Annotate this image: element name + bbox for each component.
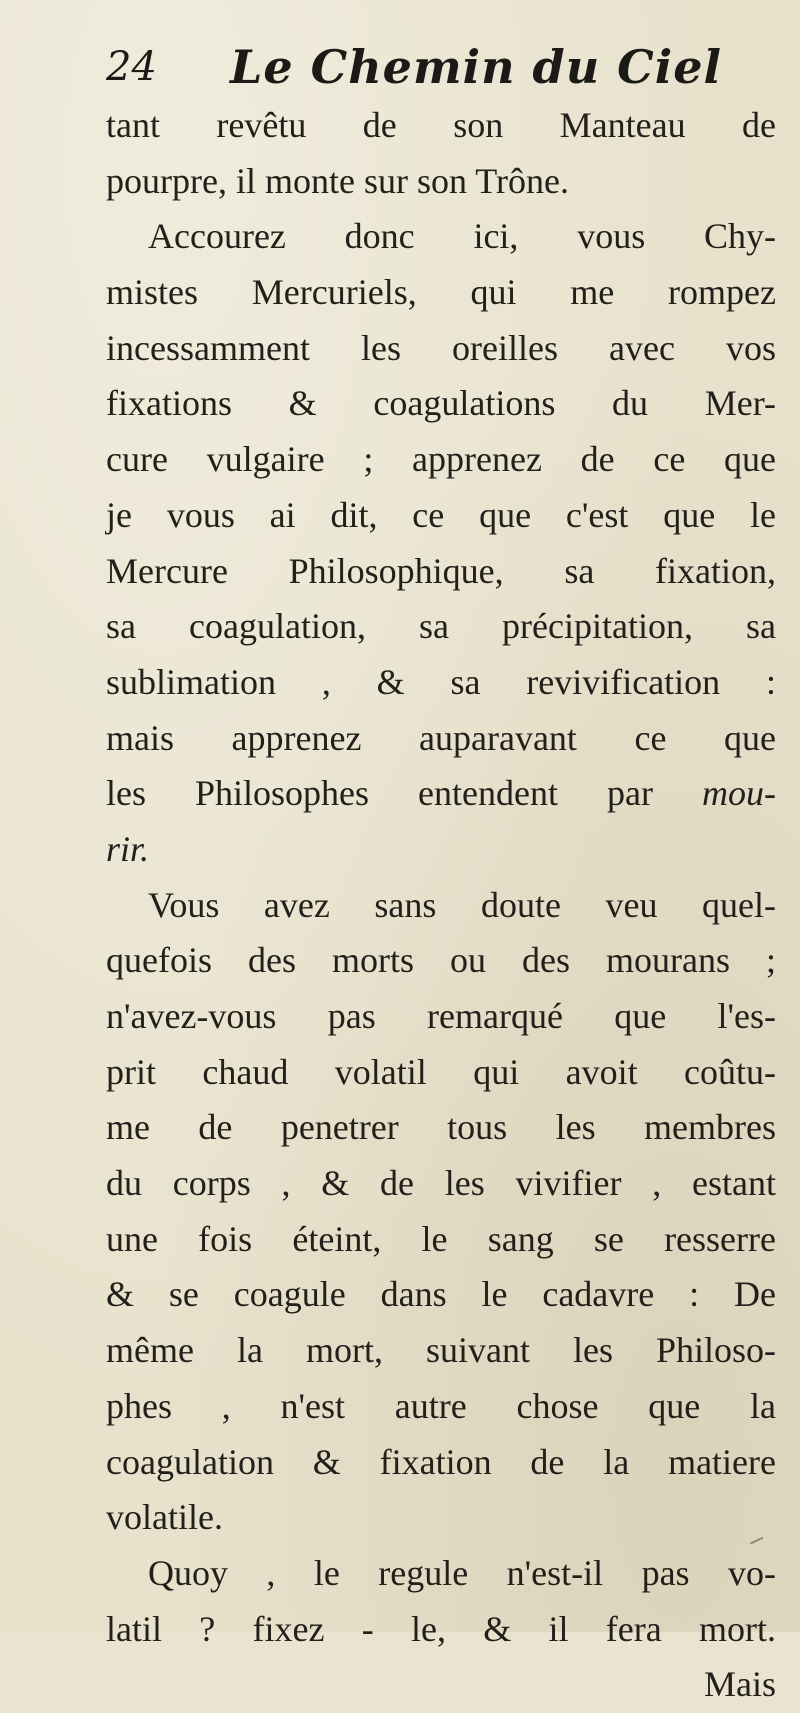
line-text: Mais xyxy=(704,1664,776,1705)
text-line xyxy=(106,265,776,321)
text-line xyxy=(106,766,776,822)
line-text: quefois des morts ou des mourans ; xyxy=(106,940,776,981)
text-line xyxy=(106,599,776,655)
text-line xyxy=(106,1490,776,1546)
text-line xyxy=(106,1602,776,1658)
text-line xyxy=(106,1267,776,1323)
text-line xyxy=(106,544,776,600)
line-text: n'avez-vous pas remarqué que l'es- xyxy=(106,996,776,1036)
line-text: Quoy , le regule n'est-il pas vo- xyxy=(148,1552,776,1593)
text-line xyxy=(106,1100,776,1156)
line-text: je vous ai dit, ce que c'est que le xyxy=(106,494,776,535)
text-line xyxy=(106,376,776,432)
running-title: Le Chemin du Ciel xyxy=(230,40,723,94)
line-text: pourpre, il monte sur son Trône. xyxy=(106,160,569,201)
text-line xyxy=(106,1379,776,1435)
line-text: Accourez donc ici, vous Chy- xyxy=(148,216,776,257)
line-text: tant revêtu de son Manteau de xyxy=(106,105,776,145)
line-text: latil ? fixez - le, & il fera mort. xyxy=(106,1608,776,1649)
line-text: cure vulgaire ; apprenez de ce que xyxy=(106,439,776,480)
line-text: même la mort, suivant les Philoso- xyxy=(106,1330,776,1371)
text-line xyxy=(106,878,776,934)
text-line xyxy=(106,98,776,154)
italic-word: rir. xyxy=(106,828,150,869)
line-text: mistes Mercuriels, qui me rompez xyxy=(106,272,776,313)
line-text: les Philosophes entendent par xyxy=(106,773,653,814)
line-text: & se coagule dans le cadavre : De xyxy=(106,1274,776,1315)
line-text: phes , n'est autre chose que la xyxy=(106,1385,776,1426)
italic-word: mou- xyxy=(702,773,777,814)
line-text: du corps , & de les vivifier , estant xyxy=(106,1163,776,1204)
text-line xyxy=(106,154,776,210)
text-line xyxy=(106,711,776,767)
text-line xyxy=(106,209,776,265)
line-text: coagulation & fixation de la matiere xyxy=(106,1441,776,1482)
text-line xyxy=(106,933,776,989)
page-number: 24 xyxy=(106,44,157,90)
line-text: Vous avez sans doute veu quel- xyxy=(148,884,776,925)
text-line xyxy=(106,1435,776,1491)
line-text: volatile. xyxy=(106,1497,223,1538)
text-line xyxy=(106,321,776,377)
line-text: prit chaud volatil qui avoit coûtu- xyxy=(106,1051,776,1092)
text-line xyxy=(106,1156,776,1212)
text-line xyxy=(106,488,776,544)
text-line xyxy=(106,655,776,711)
line-text: me de penetrer tous les membres xyxy=(106,1107,776,1148)
text-line xyxy=(106,1546,776,1602)
text-line xyxy=(106,1045,776,1101)
text-line xyxy=(106,1212,776,1268)
text-line xyxy=(106,1323,776,1379)
line-text: incessamment les oreilles avec vos xyxy=(106,327,776,368)
line-text: fixations & coagulations du Mer- xyxy=(106,383,776,424)
text-line xyxy=(106,432,776,488)
page-header xyxy=(106,36,723,106)
line-text: sa coagulation, sa précipitation, sa xyxy=(106,606,776,647)
line-text: sublimation , & sa revivification : xyxy=(106,661,776,702)
line-text: mais apprenez auparavant ce que xyxy=(106,717,776,758)
body-text xyxy=(106,98,776,1713)
text-line xyxy=(106,822,776,878)
text-line xyxy=(106,1657,776,1713)
text-line xyxy=(106,989,776,1045)
line-text: Mercure Philosophique, sa fixation, xyxy=(106,550,776,591)
line-text: une fois éteint, le sang se resserre xyxy=(106,1218,776,1259)
